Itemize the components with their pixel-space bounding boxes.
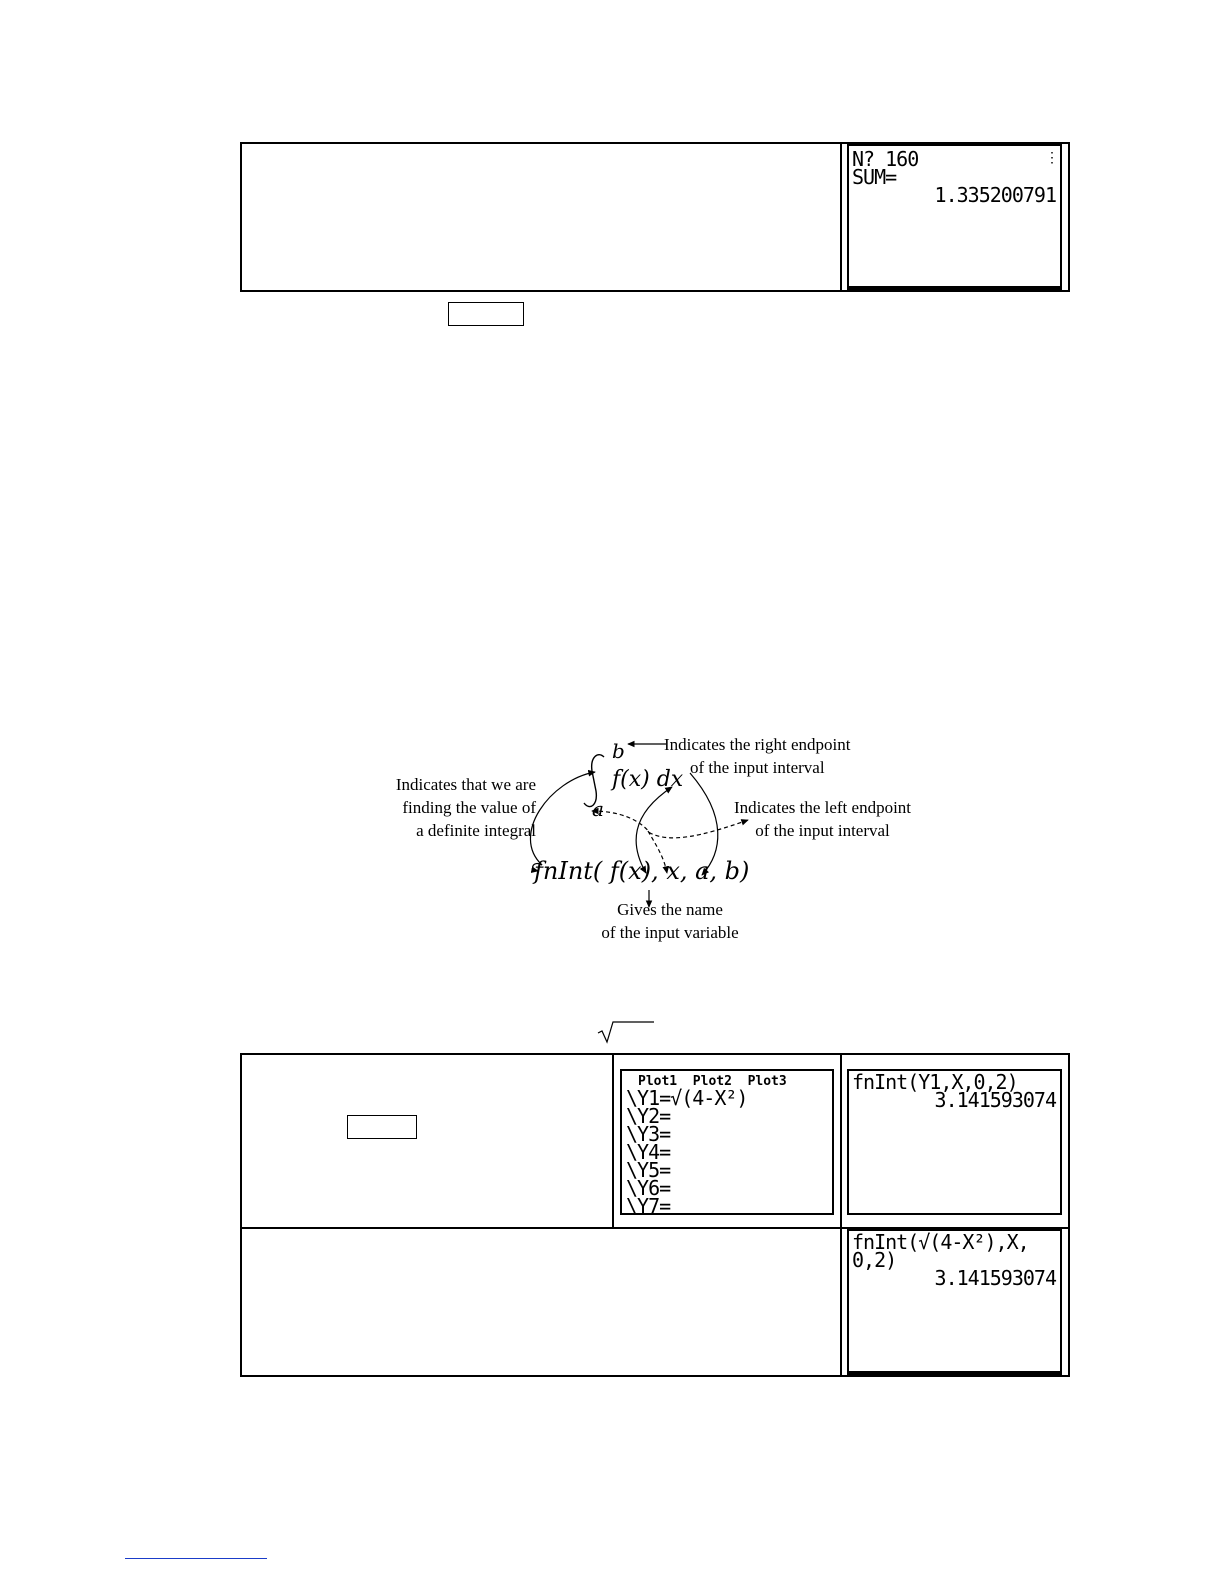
calculator-screen-fnint-y1	[847, 1069, 1062, 1215]
key-box-1	[448, 302, 524, 326]
footnote-rule	[125, 1558, 267, 1559]
sqrt-radical-icon	[596, 1020, 656, 1044]
fnint-result: 3.141593074	[934, 1088, 1056, 1112]
y6-line: \Y6=	[626, 1176, 671, 1200]
calculator-screen-y-editor	[620, 1069, 834, 1218]
fnint-diagram	[360, 725, 960, 955]
key-box-2	[347, 1115, 417, 1139]
fnint-result-2: 3.141593074	[934, 1266, 1056, 1290]
y7-line: \Y7=	[626, 1194, 671, 1218]
screen-sum-result: 1.335200791	[934, 183, 1056, 207]
fnint-command-line-2: 0,2)	[852, 1248, 897, 1272]
annotation-right-endpoint: Indicates the right endpoint of the input interval	[664, 735, 851, 777]
plot-row: Plot1 Plot2 Plot3	[638, 1074, 787, 1089]
bottom-table-divider-a	[612, 1055, 614, 1229]
y5-line: \Y5=	[626, 1158, 671, 1182]
annotation-definite-integral: Indicates that we are finding the value of a definite integral	[395, 775, 536, 840]
lower-limit-a: a	[592, 797, 604, 821]
top-table-divider	[840, 144, 842, 290]
calculator-screen-fnint-direct	[847, 1229, 1062, 1375]
fnint-command-line: fnInt(Y1,X,0,2)	[852, 1070, 1018, 1094]
arrow-definite-to-integral	[530, 772, 595, 865]
integrand: f(x) dx	[612, 767, 684, 792]
y3-line: \Y3=	[626, 1122, 671, 1146]
calculator-screen-sum	[847, 144, 1062, 290]
screen-line-n: N? 160	[852, 147, 919, 171]
y4-line: \Y4=	[626, 1140, 671, 1164]
y2-line: \Y2=	[626, 1104, 671, 1128]
scroll-indicator-icon: ⋮	[1045, 150, 1058, 166]
annotation-left-endpoint: Indicates the left endpoint of the input interval	[734, 798, 912, 840]
upper-limit-b: b	[612, 739, 625, 763]
y1-line: \Y1=√(4-X²)	[626, 1086, 748, 1110]
bottom-table-divider-b	[840, 1055, 842, 1375]
annotation-input-variable: Gives the name of the input variable	[601, 900, 739, 942]
fnint-command-line-1: fnInt(√(4-X²),X,	[852, 1230, 1029, 1254]
screen-line-sum: SUM=	[852, 165, 897, 189]
arrow-a-left-endpoint	[592, 811, 748, 838]
fnint-command: fnInt( f(x), x, a, b)	[534, 857, 750, 885]
